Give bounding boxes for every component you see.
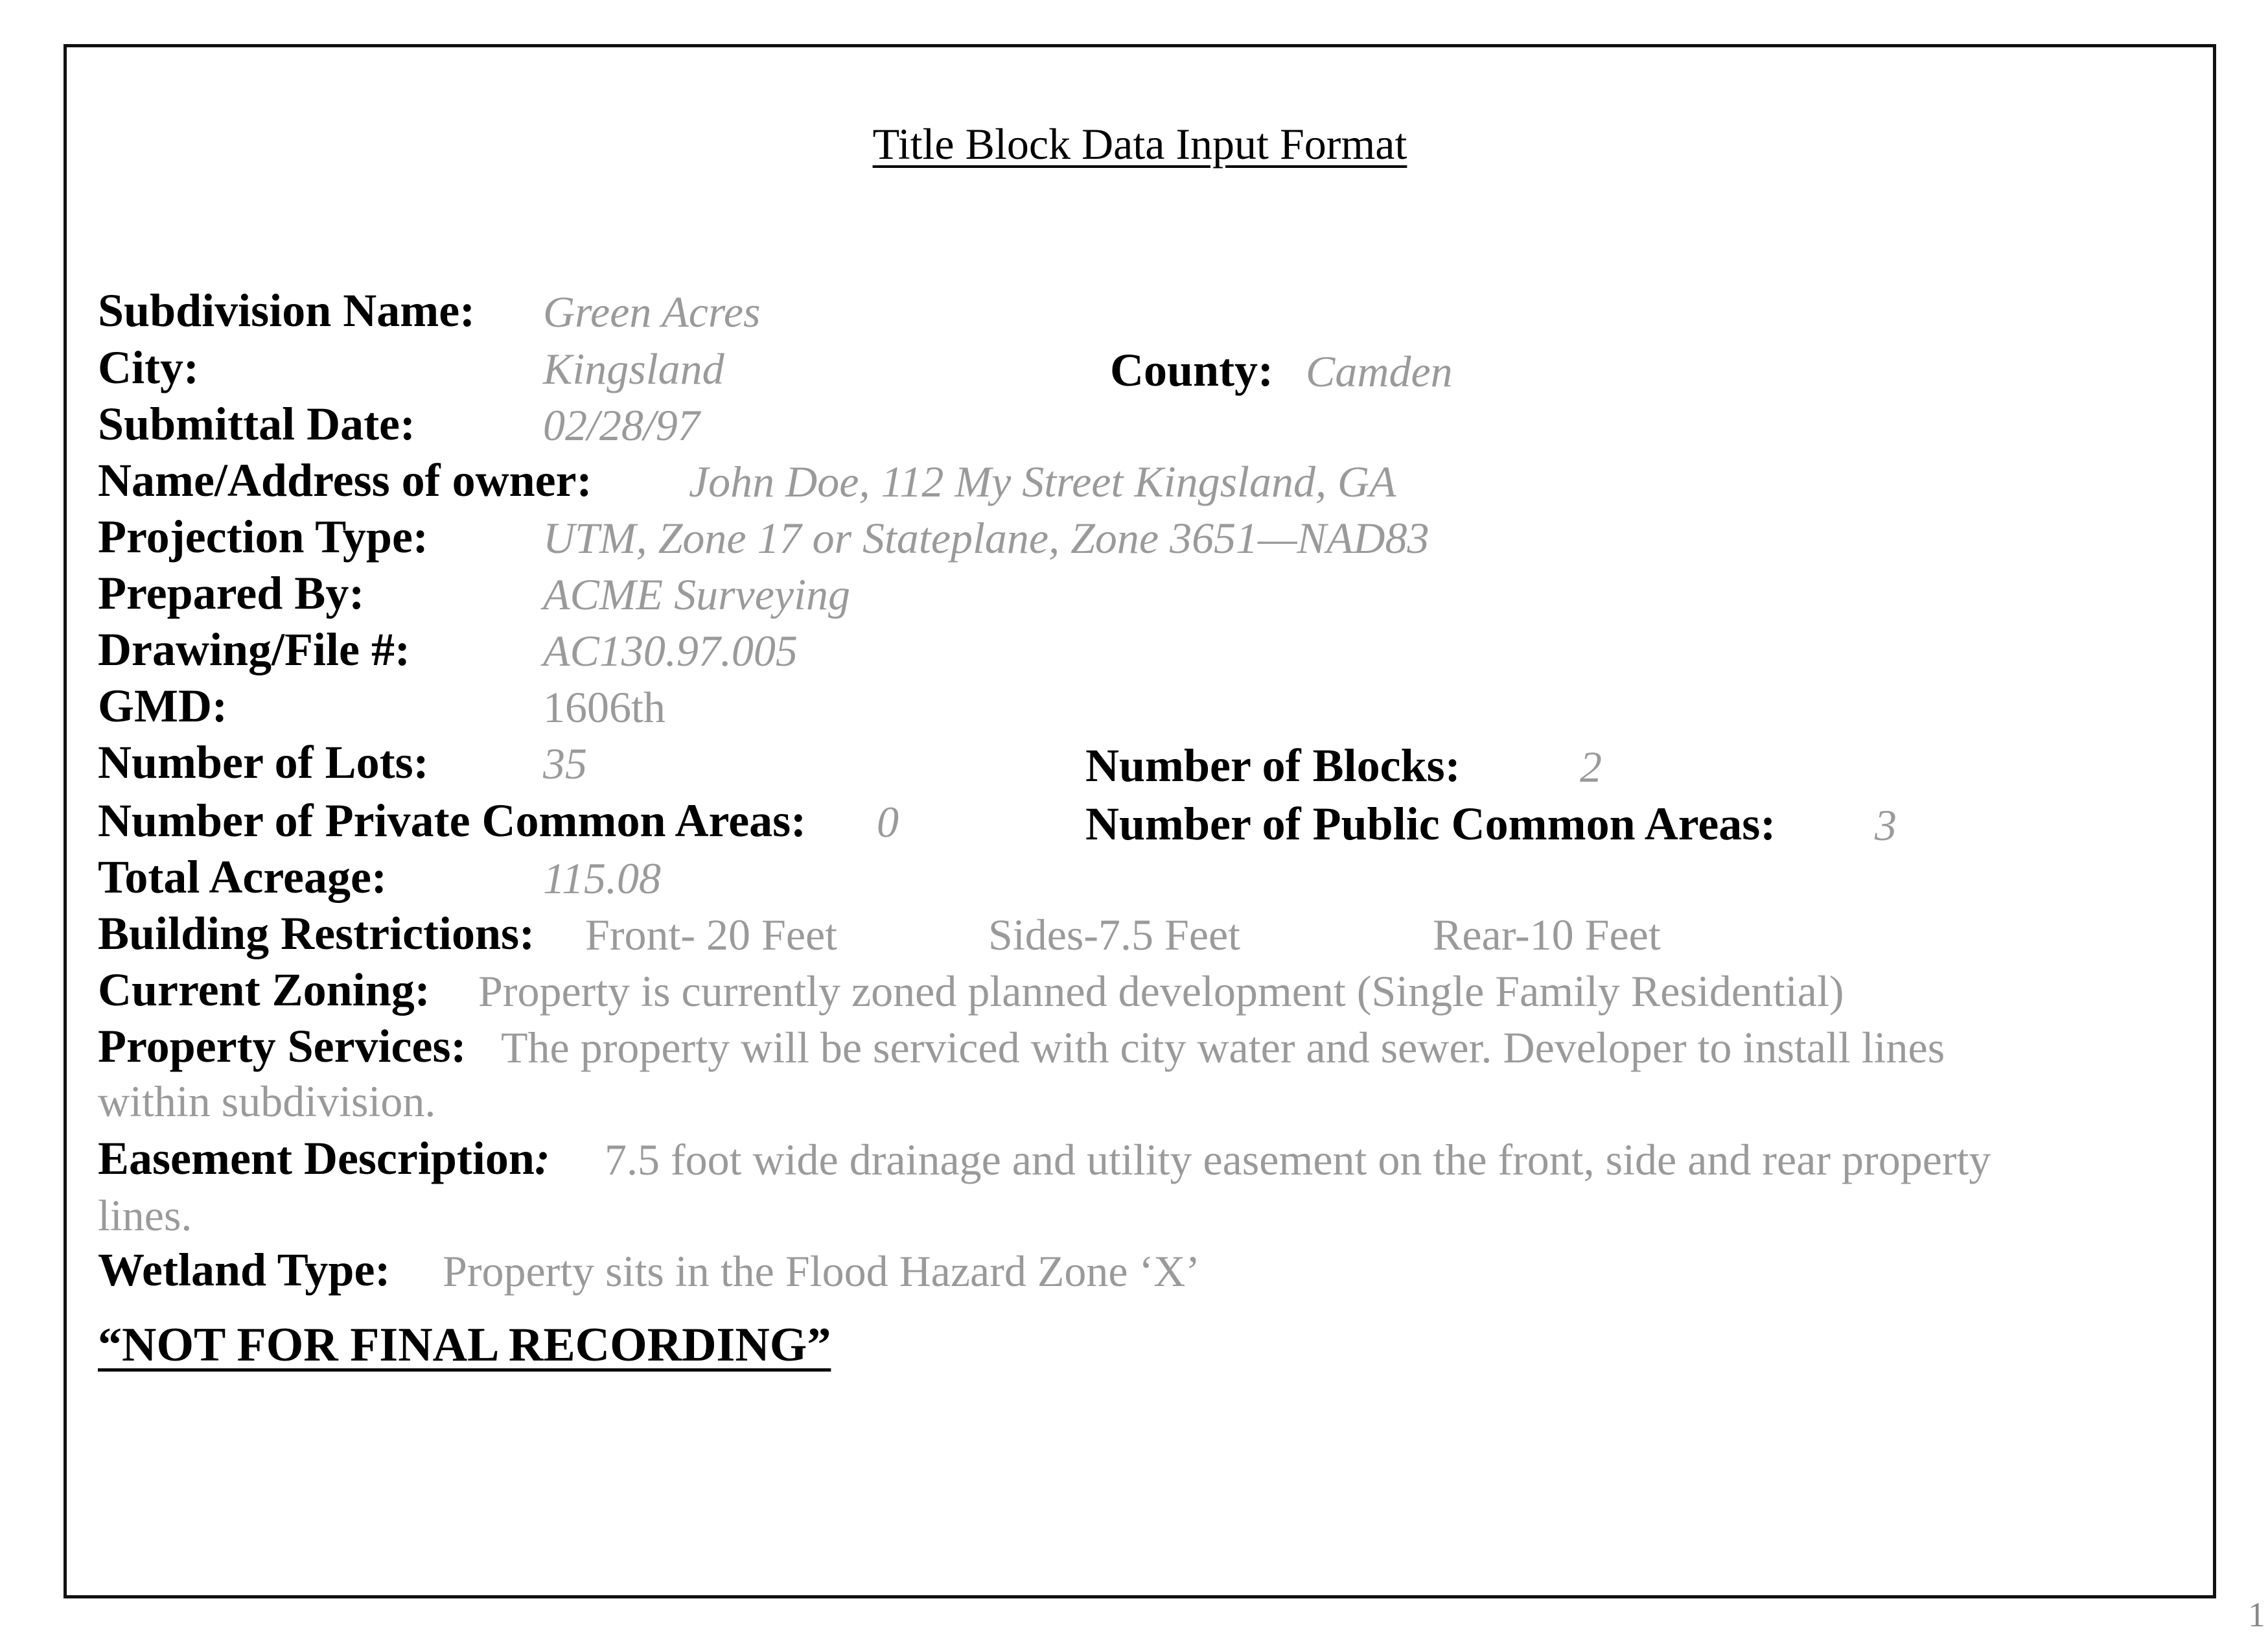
private-common-areas-label: Number of Private Common Areas: — [98, 795, 807, 847]
building-restriction-rear: Rear-10 Feet — [1433, 910, 1661, 959]
current-zoning-value: Property is currently zoned planned development (Single Family Residential) — [478, 966, 1844, 1016]
easement-description-label — [98, 1132, 550, 1184]
county-label: County: — [1110, 344, 1274, 396]
property-services-value-line1: The property will be serviced with city water and sewer. Developer to install lines — [501, 1023, 1945, 1072]
easement-description-value-line2: lines. — [98, 1191, 192, 1240]
form-title: Title Block Data Input Format — [872, 119, 1407, 169]
building-restrictions-label: Building Restrictions: — [98, 907, 535, 959]
owner-label: Name/Address of owner: — [98, 454, 592, 506]
total-acreage-value: 115.08 — [543, 854, 661, 903]
wetland-type-label: Wetland Type: — [98, 1244, 391, 1296]
owner-value: John Doe, 112 My Street Kingsland, GA — [689, 457, 1396, 506]
submittal-date-value: 02/28/97 — [543, 401, 700, 450]
number-of-blocks-value: 2 — [1580, 742, 1602, 791]
easement-description-value-line1: 7.5 foot wide drainage and utility easement on the front, side and rear property — [605, 1135, 1991, 1184]
easement-description-label-text: Easement Description — [98, 1132, 535, 1184]
public-common-areas-label: Number of Public Common Areas: — [1085, 798, 1776, 850]
county-value: Camden — [1306, 347, 1453, 396]
number-of-lots-value: 35 — [543, 739, 587, 788]
city-value: Kingsland — [543, 344, 724, 393]
total-acreage-label: Total Acreage: — [98, 851, 387, 903]
easement-description-label-colon: : — [534, 1132, 550, 1184]
submittal-date-label: Submittal Date: — [98, 398, 415, 450]
drawing-file-label: Drawing/File #: — [98, 624, 410, 675]
gmd-label: GMD: — [98, 680, 227, 732]
subdivision-name-value: Green Acres — [543, 287, 761, 336]
corner-scan-mark: 1 — [2248, 1595, 2265, 1634]
private-common-areas-value: 0 — [877, 797, 899, 847]
wetland-type-value: Property sits in the Flood Hazard Zone ‘X’ — [443, 1246, 1200, 1296]
public-common-areas-value: 3 — [1875, 801, 1897, 850]
property-services-label: Property Services: — [98, 1020, 467, 1072]
building-restriction-front: Front- 20 Feet — [585, 910, 838, 959]
building-restriction-sides: Sides-7.5 Feet — [988, 910, 1241, 959]
projection-type-label: Projection Type: — [98, 511, 428, 563]
number-of-lots-label: Number of Lots: — [98, 736, 429, 788]
property-services-value-line2: within subdivision. — [98, 1077, 436, 1126]
current-zoning-label: Current Zoning: — [98, 964, 430, 1016]
drawing-file-value: AC130.97.005 — [543, 626, 798, 675]
projection-type-value: UTM, Zone 17 or Stateplane, Zone 3651—NAD83 — [543, 513, 1429, 563]
prepared-by-label: Prepared By: — [98, 567, 365, 619]
number-of-blocks-label: Number of Blocks: — [1085, 740, 1461, 791]
not-for-final-recording-notice: “NOT FOR FINAL RECORDING” — [98, 1318, 831, 1372]
prepared-by-value: ACME Surveying — [543, 570, 850, 619]
subdivision-name-label: Subdivision Name: — [98, 285, 476, 336]
title-block-frame — [64, 44, 2216, 1598]
city-label: City: — [98, 342, 199, 393]
gmd-value: 1606th — [543, 683, 665, 732]
